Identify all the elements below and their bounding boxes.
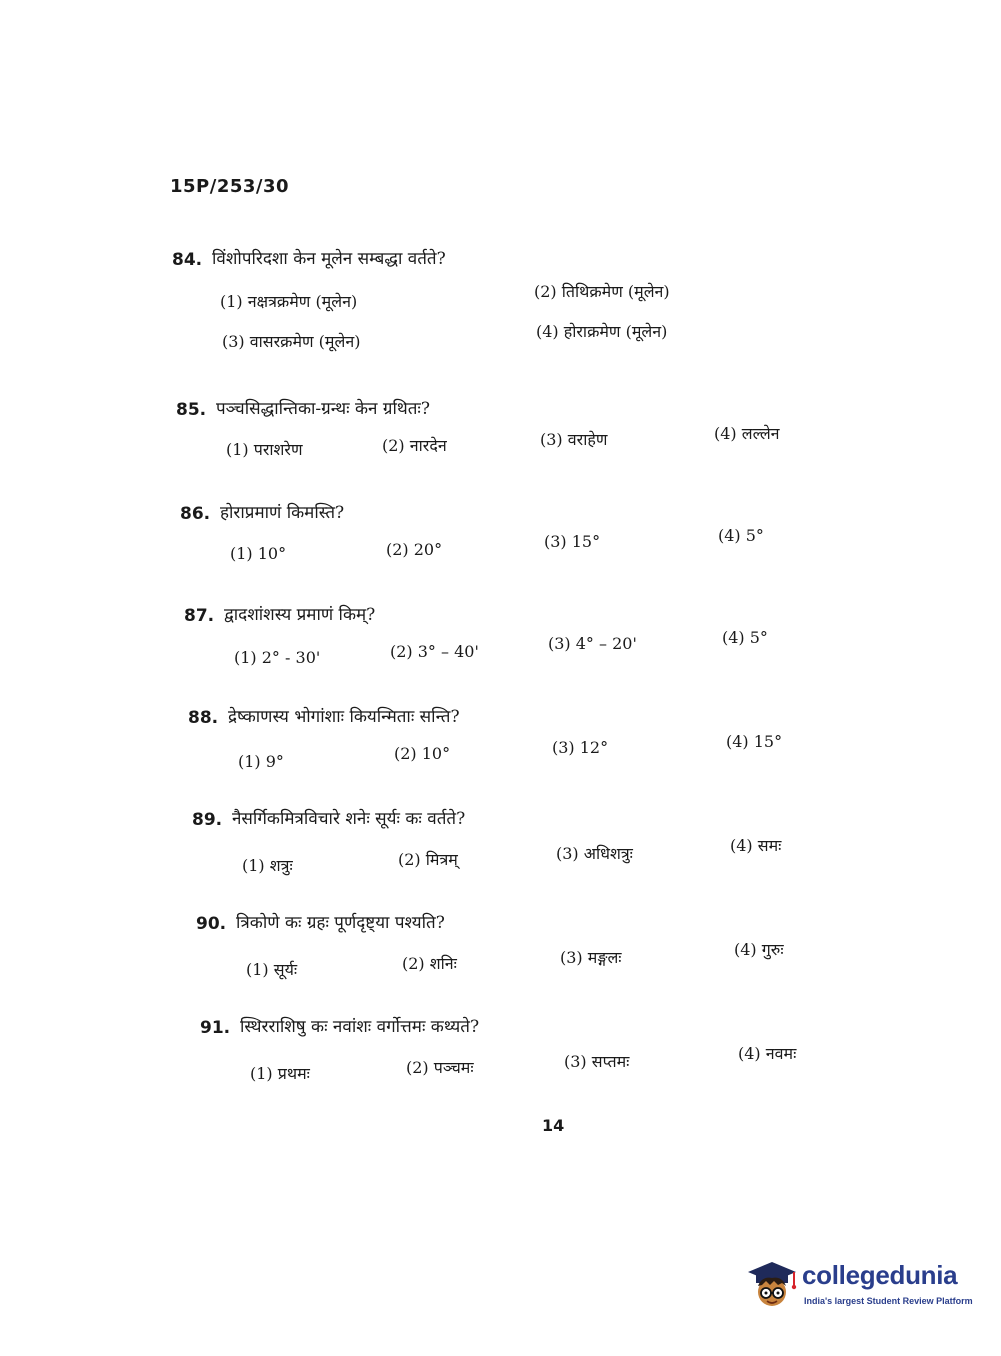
- option-4: (4) 15°: [726, 732, 783, 751]
- question-stem: [196, 910, 856, 940]
- option-1: (1) 2° - 30': [234, 648, 321, 667]
- question-number: 84.: [172, 250, 203, 270]
- question-text: नैसर्गिकमित्रविचारे शनेः सूर्यः कः वर्तते?: [232, 809, 466, 829]
- question-text: द्वादशांशस्य प्रमाणं किम्?: [224, 605, 376, 625]
- question-text: पञ्चसिद्धान्तिका-ग्रन्थः केन ग्रथितः?: [216, 399, 430, 419]
- question-87: [184, 602, 844, 667]
- option-3: (3) 4° – 20': [548, 634, 637, 653]
- paper-code: 15P/253/30: [170, 176, 290, 197]
- question-number: 87.: [184, 606, 215, 626]
- option-2: (2) शनिः: [402, 954, 457, 973]
- logo-tagline: India's largest Student Review Platform: [804, 1296, 973, 1306]
- option-3: (3) मङ्गलः: [560, 948, 622, 967]
- option-2: (2) पञ्चमः: [406, 1058, 474, 1077]
- option-2: (2) तिथिक्रमेण (मूलेन): [534, 282, 670, 301]
- question-89: [192, 806, 852, 875]
- option-2: (2) मित्रम्: [398, 850, 458, 869]
- question-90: [196, 910, 856, 979]
- option-4: (4) समः: [730, 836, 782, 855]
- question-number: 85.: [176, 400, 207, 420]
- question-number: 89.: [192, 810, 223, 830]
- option-2: (2) 3° – 40': [390, 642, 479, 661]
- option-1: (1) शत्रुः: [242, 856, 293, 875]
- option-4: (4) लल्लेन: [714, 424, 780, 443]
- option-1: (1) पराशरेण: [226, 440, 303, 459]
- mascot-icon: [742, 1254, 800, 1312]
- question-number: 90.: [196, 914, 227, 934]
- option-1: (1) नक्षत्रक्रमेण (मूलेन): [220, 292, 358, 311]
- option-2: (2) नारदेन: [382, 436, 447, 455]
- logo-wordmark: collegedunia: [802, 1260, 958, 1290]
- question-text: स्थिरराशिषु कः नवांशः वर्गोत्तमः कथ्यते?: [240, 1017, 480, 1037]
- option-4: (4) होराक्रमेण (मूलेन): [536, 322, 668, 341]
- question-text: द्रेष्काणस्य भोगांशाः कियन्मिताः सन्ति?: [228, 707, 460, 727]
- option-3: (3) सप्तमः: [564, 1052, 630, 1071]
- page-number: 14: [542, 1116, 565, 1135]
- question-85: [176, 396, 836, 459]
- question-stem: [192, 806, 852, 836]
- option-3: (3) 12°: [552, 738, 609, 757]
- option-3: (3) 15°: [544, 532, 601, 551]
- question-text: होराप्रमाणं किमस्ति?: [220, 503, 345, 523]
- question-number: 86.: [180, 504, 211, 524]
- question-86: [180, 500, 840, 563]
- option-4: (4) 5°: [722, 628, 768, 647]
- option-2: (2) 20°: [386, 540, 443, 559]
- option-1: (1) 9°: [238, 752, 284, 771]
- option-4: (4) गुरुः: [734, 940, 784, 959]
- question-91: [200, 1014, 860, 1083]
- question-text: त्रिकोणे कः ग्रहः पूर्णदृष्ट्या पश्यति?: [236, 913, 445, 933]
- question-stem: [172, 246, 832, 276]
- question-stem: [200, 1014, 860, 1044]
- collegedunia-logo[interactable]: [742, 1250, 972, 1320]
- option-1: (1) सूर्यः: [246, 960, 298, 979]
- option-1: (1) प्रथमः: [250, 1064, 310, 1083]
- option-2: (2) 10°: [394, 744, 451, 763]
- question-stem: [188, 704, 848, 734]
- option-4: (4) 5°: [718, 526, 764, 545]
- option-3: (3) अधिशत्रुः: [556, 844, 633, 863]
- question-text: विंशोपरिदशा केन मूलेन सम्बद्धा वर्तते?: [212, 249, 446, 269]
- question-88: [188, 704, 848, 771]
- option-3: (3) वासरक्रमेण (मूलेन): [222, 332, 361, 351]
- question-84: [172, 246, 832, 351]
- question-number: 91.: [200, 1018, 231, 1038]
- option-4: (4) नवमः: [738, 1044, 797, 1063]
- option-1: (1) 10°: [230, 544, 287, 563]
- question-number: 88.: [188, 708, 219, 728]
- option-3: (3) वराहेण: [540, 430, 608, 449]
